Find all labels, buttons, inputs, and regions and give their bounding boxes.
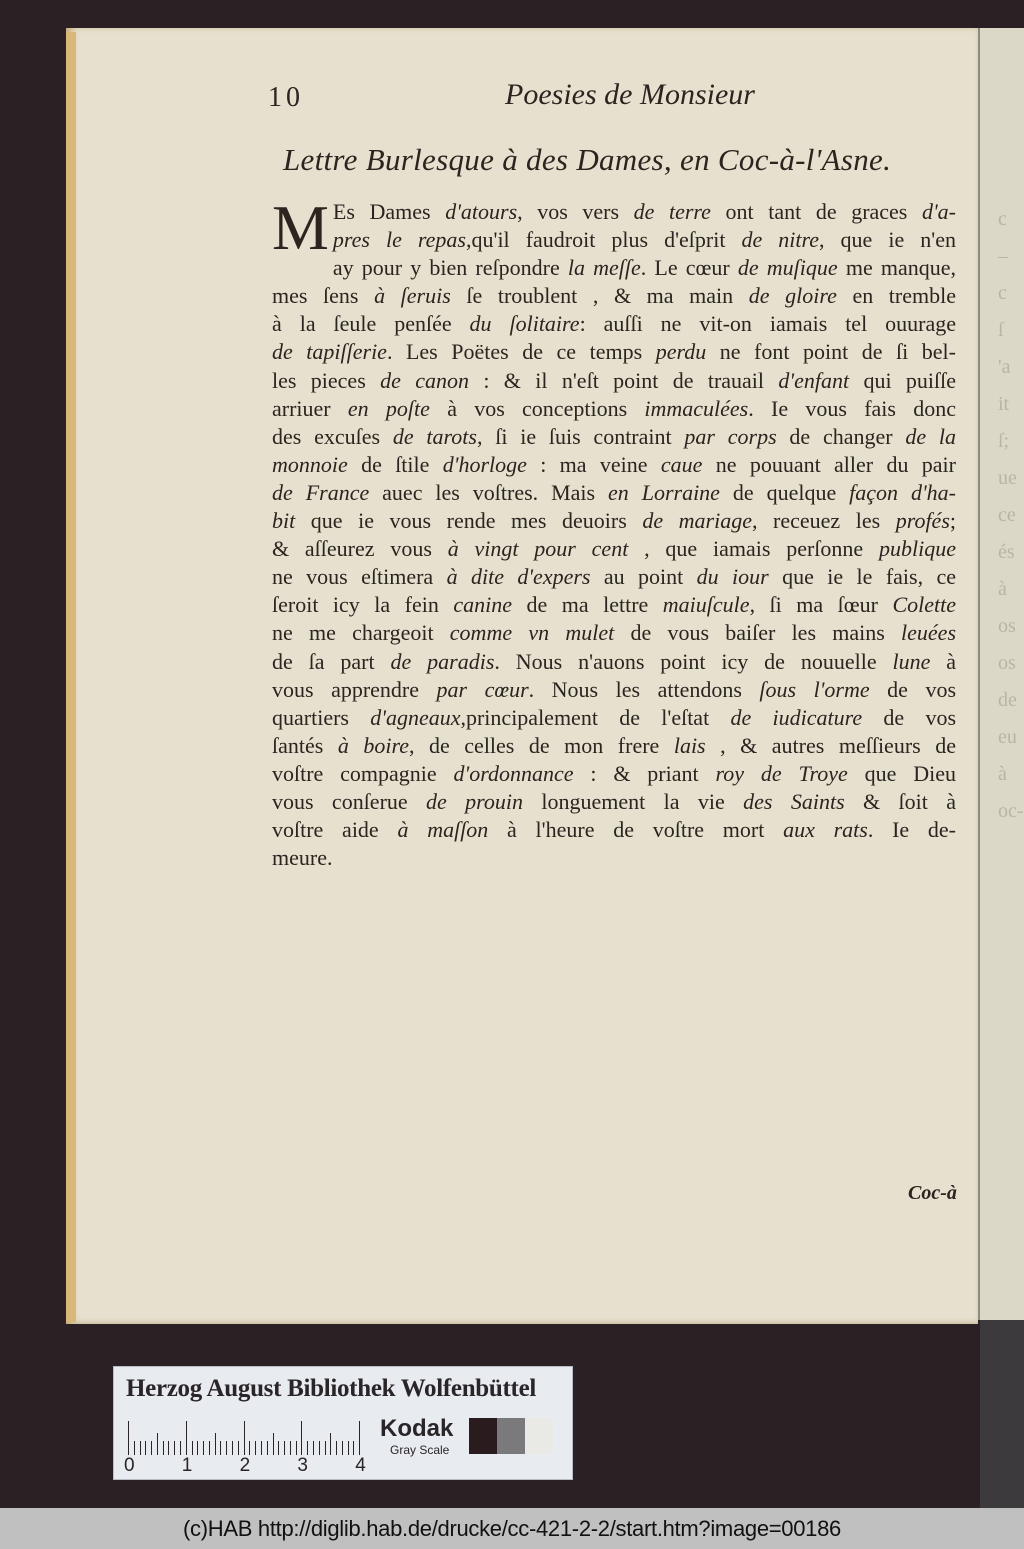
facing-page-text-fragment: oc-	[998, 800, 1024, 822]
italic-phrase: Colette	[892, 592, 956, 618]
italic-phrase: caue	[660, 451, 703, 477]
italic-phrase: de nitre	[741, 227, 820, 253]
ruler-tick	[145, 1441, 146, 1455]
text-line	[272, 451, 956, 479]
italic-phrase: d'ordonnance	[453, 760, 574, 786]
roman-text: , ſi ie ſuis contraint	[476, 423, 685, 449]
italic-phrase: à ſeruis	[374, 283, 451, 309]
text-line	[272, 395, 956, 423]
facing-page-text-fragment: ue	[998, 467, 1017, 489]
text-line	[272, 844, 956, 872]
italic-phrase: des Saints	[743, 788, 845, 814]
roman-text: ,principalement de l'eſtat	[460, 704, 731, 730]
text-line	[272, 423, 956, 451]
roman-text: , receuez les	[751, 508, 896, 534]
ruler-tick	[197, 1441, 198, 1455]
italic-phrase: en poſte	[347, 395, 430, 421]
ruler-tick	[192, 1441, 193, 1455]
ruler-tick	[313, 1441, 314, 1455]
running-head: Poesies de Monsieur	[505, 78, 755, 111]
italic-phrase: de tarots	[392, 423, 477, 449]
ruler-tick	[267, 1441, 268, 1455]
roman-text: : auſſi ne vit-on iamais tel ouurage	[579, 311, 956, 337]
gray-scale-swatches	[469, 1418, 553, 1454]
italic-phrase: à maſſon	[397, 817, 489, 843]
roman-text: vous conſerue	[272, 788, 427, 814]
italic-phrase: immaculées	[644, 395, 749, 421]
ruler-tick	[307, 1441, 308, 1455]
roman-text: à vos conceptions	[429, 395, 645, 421]
italic-phrase: par corps	[684, 423, 777, 449]
roman-text: . Ie de-	[867, 817, 957, 843]
ruler-tick	[209, 1441, 210, 1455]
italic-phrase: de tapiſſerie	[272, 339, 387, 365]
roman-text: en tremble	[836, 283, 956, 309]
roman-text: ſe troublent , & ma main	[450, 283, 749, 309]
roman-text: les pieces	[272, 367, 381, 393]
gray-swatch	[497, 1418, 525, 1454]
italic-phrase: de la	[905, 423, 957, 449]
ruler-tick	[290, 1441, 291, 1455]
text-line	[272, 732, 956, 760]
library-name: Herzog August Bibliothek Wolfenbüttel	[126, 1375, 537, 1402]
text-line	[272, 254, 956, 282]
roman-text: des excuſes	[272, 423, 393, 449]
italic-phrase: roy de Troye	[715, 760, 848, 786]
roman-text: mes ſens	[272, 283, 375, 309]
roman-text: de vous baiſer les mains	[614, 620, 902, 646]
ruler-number: 4	[355, 1455, 366, 1476]
facing-page-text-fragment: c	[998, 282, 1007, 304]
body-lines	[272, 192, 957, 872]
roman-text: : ma veine	[526, 451, 661, 477]
roman-text: ne pouuant aller du pair	[702, 451, 956, 477]
ruler-tick	[273, 1433, 274, 1455]
text-line	[272, 591, 956, 619]
ruler-number: 3	[297, 1455, 308, 1476]
roman-text: ,qu'il faudroit plus d'eſprit	[465, 227, 742, 253]
facing-page-edge	[978, 28, 1024, 1320]
roman-text: . Nous les attendons	[528, 676, 760, 702]
italic-phrase: d'enfant	[778, 367, 850, 393]
ruler-tick	[284, 1441, 285, 1455]
roman-text: , vos vers	[517, 199, 634, 224]
ruler-tick	[319, 1441, 320, 1455]
italic-phrase: leuées	[901, 620, 956, 646]
text-line	[272, 310, 956, 338]
roman-text: ne font point de ſi bel-	[706, 339, 956, 365]
italic-phrase: d'a-	[921, 199, 956, 224]
facing-page-text-fragment: –	[998, 245, 1008, 267]
ruler-tick	[128, 1421, 129, 1455]
facing-page-text-fragment: 'a	[998, 356, 1011, 378]
roman-text: & aſſeurez vous	[272, 536, 448, 562]
italic-phrase: de muſique	[737, 255, 838, 281]
roman-text: ont tant de graces	[710, 199, 922, 224]
text-line	[272, 788, 956, 816]
ruler-tick	[296, 1441, 297, 1455]
page-gutter-edge	[66, 32, 76, 1322]
ruler-tick	[151, 1441, 152, 1455]
roman-text: arriuer	[272, 395, 348, 421]
text-line	[272, 816, 956, 844]
italic-phrase: bit	[272, 508, 296, 534]
ruler-tick	[168, 1441, 169, 1455]
ruler-tick	[348, 1441, 349, 1455]
ruler-tick	[186, 1421, 187, 1455]
italic-phrase: de prouin	[426, 788, 524, 814]
italic-phrase: de paradis	[390, 648, 495, 674]
text-line	[272, 479, 956, 507]
italic-phrase: à dite d'expers	[446, 564, 591, 590]
roman-text: . Les Poëtes de ce temps	[386, 339, 656, 365]
roman-text: Es Dames	[332, 199, 446, 224]
italic-phrase: à vingt pour cent	[447, 536, 629, 562]
italic-phrase: profés	[895, 508, 950, 534]
facing-page-text-fragment: ſ;	[998, 430, 1010, 452]
roman-text: de ma lettre	[512, 592, 663, 618]
italic-phrase: façon d'ha-	[849, 479, 957, 505]
italic-phrase: canine	[453, 592, 512, 618]
text-line	[272, 338, 956, 366]
italic-phrase: du iour	[696, 564, 769, 590]
italic-phrase: monnoie	[272, 451, 348, 477]
italic-phrase: maiuſcule	[662, 592, 750, 618]
gray-swatch	[525, 1418, 553, 1454]
text-line	[272, 619, 956, 647]
ruler-tick	[226, 1441, 227, 1455]
roman-text: & ſoit à	[844, 788, 957, 814]
italic-phrase: pres le repas	[332, 227, 466, 253]
catchword: Coc-à	[908, 1182, 957, 1204]
roman-text: , ſi ma ſœur	[749, 592, 893, 618]
ruler-tick	[203, 1441, 204, 1455]
italic-phrase: de canon	[380, 367, 469, 393]
italic-phrase: d'atours	[445, 199, 518, 224]
italic-phrase: perdu	[655, 339, 707, 365]
roman-text: au point	[590, 564, 697, 590]
ruler-tick	[157, 1433, 158, 1455]
italic-phrase: de terre	[633, 199, 711, 224]
facing-page-text-fragment: eu	[998, 726, 1017, 748]
italic-phrase: d'agneaux	[370, 704, 461, 730]
gray-scale-label: Gray Scale	[390, 1443, 450, 1457]
roman-text: . Ie vous fais donc	[748, 395, 956, 421]
roman-text: ay pour y bien reſpondre	[332, 255, 568, 281]
roman-text: de ſa part	[272, 648, 391, 674]
roman-text: que Dieu	[847, 760, 956, 786]
roman-text: longuement la vie	[523, 788, 744, 814]
roman-text: à l'heure de voſtre mort	[488, 817, 784, 843]
ruler-number: 1	[181, 1455, 193, 1476]
roman-text: de vos	[862, 704, 957, 730]
italic-phrase: comme vn mulet	[449, 620, 615, 646]
italic-phrase: lais	[673, 732, 706, 758]
italic-phrase: en Lorraine	[608, 479, 720, 505]
facing-page-text-fragment: és	[998, 541, 1015, 563]
ruler-tick	[325, 1441, 326, 1455]
ruler-number: 0	[124, 1455, 135, 1476]
roman-text: , que ie n'en	[819, 227, 956, 253]
roman-text: ne vous eſtimera	[272, 564, 447, 590]
italic-phrase: de iudicature	[730, 704, 863, 730]
italic-phrase: de France	[272, 479, 370, 505]
ruler-tick	[261, 1441, 262, 1455]
roman-text: que ie le fais, ce	[768, 564, 956, 590]
ruler-tick	[278, 1441, 279, 1455]
roman-text: meure.	[272, 845, 333, 871]
letter-title: Lettre Burlesque à des Dames, en Coc-à-l'Asne.	[283, 142, 892, 177]
text-line	[272, 507, 956, 535]
roman-text: , que iamais perſonne	[628, 536, 879, 562]
italic-phrase: aux rats	[783, 817, 868, 843]
roman-text: à la ſeule penſée	[272, 311, 470, 337]
copyright-url-footer: (c)HAB http://diglib.hab.de/drucke/cc-421-2-2/start.htm?image=00186	[0, 1508, 1024, 1549]
ruler-tick	[215, 1433, 216, 1455]
facing-page-text-fragment: à	[998, 763, 1007, 785]
text-line	[272, 226, 956, 254]
roman-text: de vos	[869, 676, 957, 702]
facing-page-text-fragment: ſ	[998, 319, 1004, 341]
roman-text: voſtre aide	[272, 817, 398, 843]
ruler-tick	[238, 1441, 239, 1455]
text-line	[272, 198, 956, 226]
ruler-tick	[342, 1441, 343, 1455]
roman-text: ſeroit icy la fein	[272, 592, 454, 618]
letter-body	[272, 192, 957, 872]
text-line	[272, 367, 956, 395]
roman-text: de quelque	[719, 479, 850, 505]
roman-text: . Le cœur	[640, 255, 738, 281]
ruler-tick	[249, 1441, 250, 1455]
italic-phrase: publique	[879, 536, 956, 562]
roman-text: ſantés	[272, 732, 338, 758]
ruler-tick	[174, 1441, 175, 1455]
italic-phrase: de gloire	[748, 283, 837, 309]
facing-page-shadow	[980, 1320, 1024, 1508]
ruler-tick	[220, 1441, 221, 1455]
facing-page-text-fragment: à	[998, 578, 1007, 600]
library-color-chart-label	[113, 1366, 573, 1480]
italic-phrase: du ſolitaire	[469, 311, 580, 337]
roman-text: voſtre compagnie	[272, 760, 454, 786]
italic-phrase: à boire	[337, 732, 409, 758]
facing-page-text-fragment: ce	[998, 504, 1016, 526]
ruler-tick	[301, 1421, 302, 1455]
text-line	[272, 563, 956, 591]
gray-swatch	[469, 1418, 497, 1454]
roman-text: , & autres meſſieurs de	[705, 732, 956, 758]
ruler-tick	[353, 1441, 354, 1455]
roman-text: vous apprendre	[272, 676, 437, 702]
ruler-tick	[232, 1441, 233, 1455]
roman-text: : & priant	[573, 760, 716, 786]
roman-text: que ie vous rende mes deuoirs	[295, 508, 643, 534]
page-number: 10	[268, 82, 304, 113]
italic-phrase: lune	[892, 648, 931, 674]
text-line	[272, 282, 956, 310]
ruler-tick	[336, 1441, 337, 1455]
scale-ruler	[128, 1419, 360, 1455]
ruler-tick	[140, 1441, 141, 1455]
ruler-tick	[359, 1421, 360, 1455]
italic-phrase: par cœur	[436, 676, 529, 702]
ruler-tick	[255, 1441, 256, 1455]
ruler-tick	[180, 1441, 181, 1455]
italic-phrase: ſous l'orme	[759, 676, 870, 702]
facing-page-text-fragment: it	[998, 393, 1010, 415]
ruler-tick	[244, 1421, 245, 1455]
text-line	[272, 648, 956, 676]
roman-text: me manque,	[837, 255, 956, 281]
roman-text: ne me chargeoit	[272, 620, 450, 646]
drop-cap: M	[272, 192, 329, 263]
facing-page-text-fragment: os	[998, 652, 1016, 674]
facing-page-text-fragment: c	[998, 208, 1007, 230]
facing-page-text-fragment: de	[998, 689, 1017, 711]
text-line	[272, 676, 956, 704]
roman-text: . Nous n'auons point icy de nouuelle	[494, 648, 893, 674]
roman-text: qui puiſſe	[849, 367, 957, 393]
ruler-tick	[163, 1441, 164, 1455]
italic-phrase: d'horloge	[442, 451, 527, 477]
roman-text: : & il n'eſt point de trauail	[469, 367, 779, 393]
italic-phrase: la meſſe	[567, 255, 641, 281]
roman-text: , de celles de mon frere	[408, 732, 674, 758]
text-line	[272, 535, 956, 563]
text-line	[272, 704, 956, 732]
roman-text: à	[930, 648, 957, 674]
roman-text: quartiers	[272, 704, 371, 730]
ruler-tick	[134, 1441, 135, 1455]
ruler-number: 2	[239, 1455, 251, 1476]
ruler-tick	[330, 1433, 331, 1455]
text-line	[272, 760, 956, 788]
roman-text: auec les voſtres. Mais	[369, 479, 609, 505]
roman-text: ;	[949, 508, 957, 534]
facing-page-text-fragment: os	[998, 615, 1016, 637]
roman-text: de changer	[776, 423, 906, 449]
italic-phrase: de mariage	[642, 508, 752, 534]
roman-text: de ſtile	[347, 451, 443, 477]
kodak-logo: Kodak	[380, 1415, 454, 1442]
